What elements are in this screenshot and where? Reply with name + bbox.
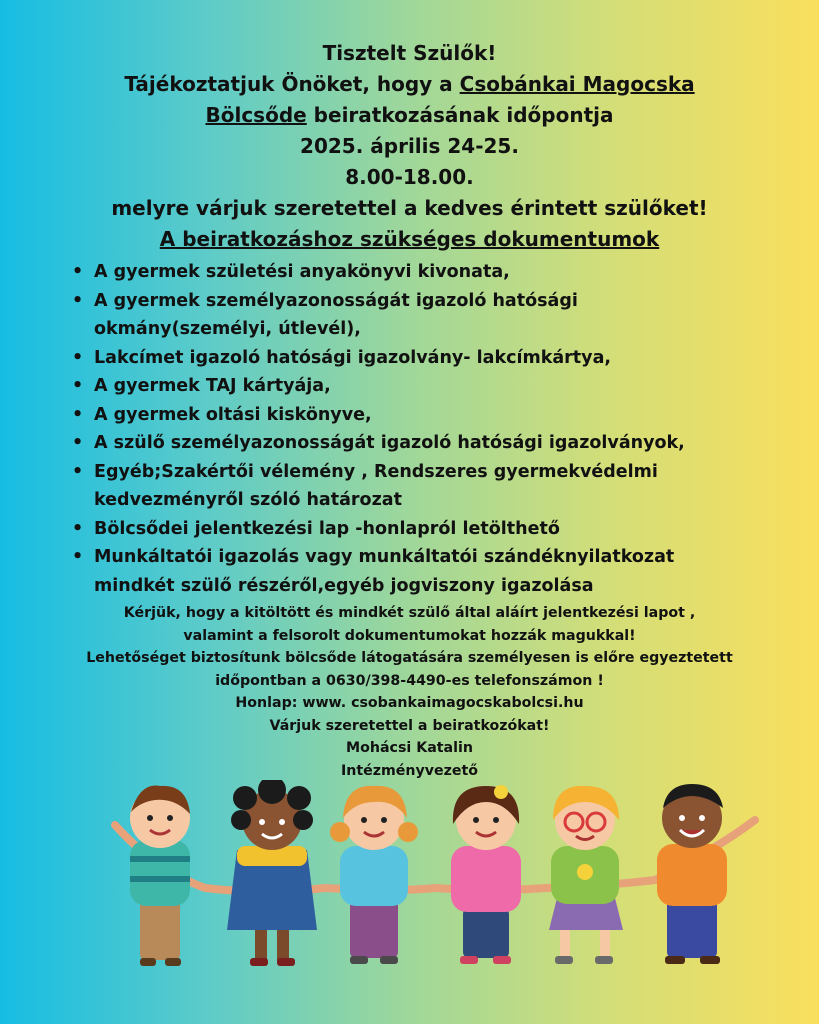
list-item: • Egyéb;Szakértői vélemény , Rendszeres gyermekvédelmi kedvezményről szóló határozat bbox=[72, 458, 792, 515]
visit-line-1: Lehetőséget biztosítunk bölcsőde látogatására személyesen is előre egyeztetett bbox=[86, 650, 733, 666]
notice-heading bbox=[0, 38, 819, 255]
notice-footer bbox=[0, 602, 819, 782]
list-item: • Lakcímet igazoló hatósági igazolvány- lakcímkártya, bbox=[72, 344, 792, 373]
list-item: • Munkáltatói igazolás vagy munkáltatói szándéknyilatkozat mindkét szülő részéről,egyéb jogviszony igazolása bbox=[72, 543, 792, 600]
documents-title: A beiratkozáshoz szükséges dokumentumok bbox=[159, 227, 660, 251]
request-line-1: Kérjük, hogy a kitöltött és mindkét szülő által aláírt jelentkezési lapot , bbox=[123, 605, 696, 621]
list-item: • A gyermek személyazonosságát igazoló hatósági okmány(személyi, útlevél), bbox=[72, 287, 792, 344]
intro-text: Tájékoztatjuk Önöket, hogy a bbox=[124, 72, 460, 96]
child-figure bbox=[227, 780, 317, 966]
signatory-name: Mohácsi Katalin bbox=[346, 740, 473, 756]
list-item: • A gyermek TAJ kártyája, bbox=[72, 372, 792, 401]
list-item: • A gyermek születési anyakönyvi kivonata, bbox=[72, 258, 792, 287]
signatory-role: Intézményvezető bbox=[340, 762, 479, 779]
institution-type-link[interactable]: Bölcsőde bbox=[205, 103, 307, 127]
child-figure bbox=[549, 786, 623, 964]
child-figure bbox=[330, 786, 418, 964]
child-figure bbox=[130, 786, 190, 966]
enrollment-time: 8.00-18.00. bbox=[345, 165, 474, 189]
welcome-line: Várjuk szeretettel a beiratkozókat! bbox=[269, 717, 550, 734]
documents-list bbox=[72, 258, 792, 600]
enrollment-date: 2025. április 24-25. bbox=[300, 134, 519, 158]
greeting: Tisztelt Szülők! bbox=[322, 41, 497, 65]
intro-line bbox=[0, 69, 819, 100]
child-figure bbox=[451, 785, 521, 964]
visit-line-2: időpontban a 0630/398-4490-es telefonszámon ! bbox=[215, 672, 604, 689]
website-line: Honlap: www. csobankaimagocskabolcsi.hu bbox=[235, 695, 584, 711]
list-item: • A szülő személyazonosságát igazoló hatósági igazolványok, bbox=[72, 429, 792, 458]
invitation-line: melyre várjuk szeretettel a kedves érintett szülőket! bbox=[111, 196, 708, 220]
list-item: • Bölcsődei jelentkezési lap -honlapról letölthető bbox=[72, 515, 792, 544]
institution-name-link[interactable]: Csobánkai Magocska bbox=[459, 72, 695, 96]
children-illustration bbox=[95, 780, 775, 980]
intro-text-2: beiratkozásának időpontja bbox=[306, 103, 614, 127]
intro-line-2 bbox=[0, 100, 819, 131]
child-figure bbox=[657, 784, 727, 964]
list-item: • A gyermek oltási kiskönyve, bbox=[72, 401, 792, 430]
request-line-2: valamint a felsorolt dokumentumokat hozzák magukkal! bbox=[183, 627, 636, 644]
